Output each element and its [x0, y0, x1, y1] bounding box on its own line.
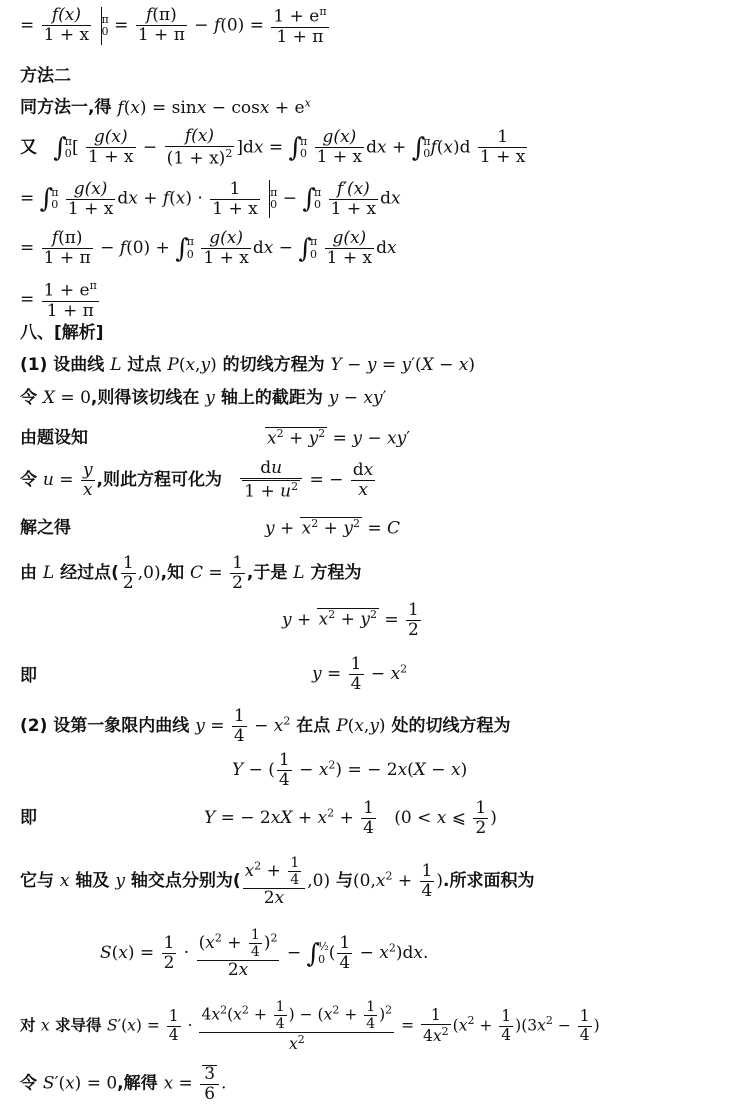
line-16-label: 即 — [20, 666, 37, 686]
line-11-eq: $x^2 + y^2 = y - xy'$ — [267, 427, 411, 449]
line-12: 令 u = $\frac{y}{x}$ ,则此方程可化为 $\frac{du}{1 + u^2}$ = − $\frac{dx}{x}$ — [20, 458, 374, 502]
line-22: 对 x 求导得 S′(x) = $\frac{1}{4}$ · $4x^2(x^2$ + $\frac{1}{4}$ ) − ($x^2$ + $\frac{1}{4}$ )$^2$ $x^2$ = $\frac{1}{4x^2}$ ($x^2$ + $\frac{1}{4}$ )($3x^2$ − $\frac{1}{4}$ ) — [20, 999, 600, 1054]
line-21: S(x) = $\frac{1}{2}$ · ($x^2$ + $\frac{1}{4}$ )$^2$ 2x − ∫ ½ 0 ( $\frac{1}{4}$ − $x^2)dx$. — [100, 927, 429, 980]
line-6: = $\frac{f(\pi)}{1 + \pi}$ − f(0) + ∫ π 0 $\frac{g(x)}{1 + x}$ dx − ∫ π 0 $\frac{g(x)}{1 + x}$ dx — [20, 228, 397, 268]
line-11-label: 由题设知 — [20, 428, 88, 448]
line-14: 由 L 经过点( $\frac{1}{2}$ ,0),知 C = $\frac{1}{2}$ ,于是 L 方程为 — [20, 553, 362, 593]
line-20: 它与 x 轴及 y 轴交点分别为( $x^2$ + $\frac{1}{4}$ 2x ,0) 与($0,x^2$ + $\frac{1}{4}$ ).所求面积为 — [20, 855, 535, 908]
line-5: = ∫ π 0 $\frac{g(x)}{1 + x}$ dx + f(x) · $\frac{1}{1 + x}$ π 0 − ∫ π 0 $\frac{f'(x)}{1 + x}$ dx — [20, 178, 401, 219]
line-17: (2) 设第一象限内曲线 y = $\frac{1}{4}$ − $x^2$ 在点 P(x,y) 处的切线方程为 — [20, 706, 511, 746]
line-4: 又 ∫ π 0 [ $\frac{g(x)}{1 + x}$ − $\frac{f(x)}{(1 + x)^2}$ ]dx = ∫ π 0 $\frac{g(x)}{1 + x}$ dx + ∫ π 0 f(x)d $\frac{1}{1 + x}$ — [20, 126, 526, 169]
frac-fx-over-1px: $\frac{f(x)}{1 + x}$ — [43, 5, 90, 46]
line-19-eq: Y = − $2xX + x^2$ + $\frac{1}{4}$ (0 < x ⩽ $\frac{1}{2}$ ) — [204, 798, 497, 838]
line-16-eq: y = $\frac{1}{4}$ − $x^2$ — [312, 654, 408, 694]
line-13-eq: $y + x^2 + y^2 = C$ — [265, 517, 401, 539]
line-23: 令 S′(x) = 0,解得 x = $\frac{3}{6}$ . — [20, 1064, 227, 1104]
line-18: Y − ( $\frac{1}{4}$ − $x^2$) = − 2x(X − x) — [232, 750, 468, 790]
line-10: 令 X = 0,则得该切线在 y 轴上的截距为 y − xy′ — [20, 388, 387, 408]
method-two-heading: 方法二 — [20, 66, 71, 86]
line-19-label: 即 — [20, 808, 37, 828]
line-13-label: 解之得 — [20, 518, 71, 538]
line-9: (1) 设曲线 L 过点 P(x,y) 的切线方程为 Y − y = y′(X − x) — [20, 355, 476, 375]
section-eight-heading: 八、[解析] — [20, 323, 104, 343]
frac-result: $\frac{1 + e^\pi}{1 + \pi}$ — [273, 5, 327, 47]
line-1: = $\frac{f(x)}{1 + x}$ π 0 = $\frac{f(\pi)}{1 + \pi}$ − f(0) = $\frac{1 + e^\pi}{1 + \pi}$ — [20, 5, 327, 47]
frac-fpi: $\frac{f(\pi)}{1 + \pi}$ — [137, 5, 185, 46]
line-7: = $\frac{1 + e^\pi}{1 + \pi}$ — [20, 279, 97, 321]
line-3: 同方法一,得 $f(x) = \sin x - \cos x + e^x$ — [20, 96, 311, 118]
line-15: $y + x^2 + y^2$ = $\frac{1}{2}$ — [282, 600, 419, 640]
